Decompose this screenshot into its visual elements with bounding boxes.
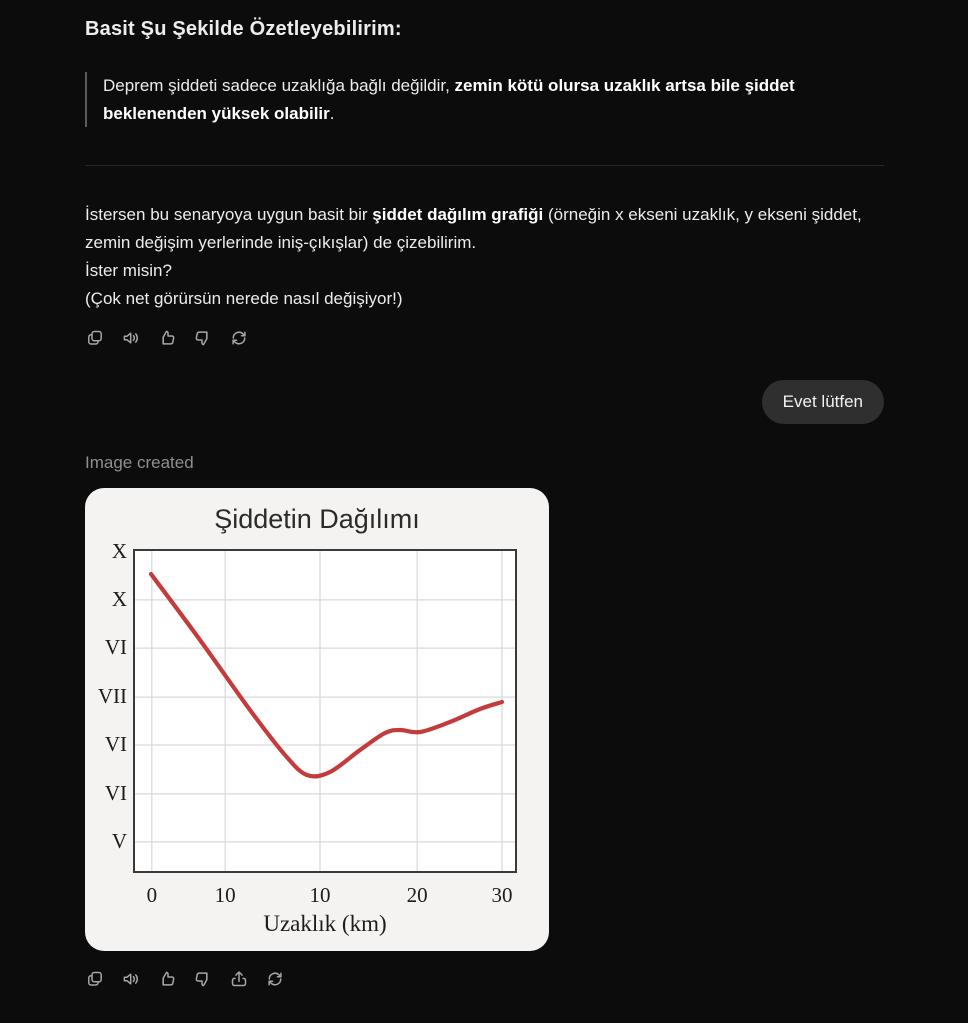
copy-icon bbox=[85, 969, 105, 989]
y-tick-label: VI bbox=[104, 780, 127, 805]
x-tick-label: 0 bbox=[146, 883, 158, 907]
chart-title: Şiddetin Dağılımı bbox=[214, 504, 420, 534]
x-tick-label: 30 bbox=[491, 883, 513, 907]
y-tick-label: X bbox=[111, 538, 127, 563]
read-aloud-button[interactable] bbox=[121, 969, 141, 989]
thumbs-down-icon bbox=[193, 328, 213, 348]
regenerate-button[interactable] bbox=[229, 328, 249, 348]
copy-button[interactable] bbox=[85, 328, 105, 348]
image-created-label: Image created bbox=[85, 453, 194, 472]
thumbs-down-button[interactable] bbox=[193, 328, 213, 348]
thumbs-down-button[interactable] bbox=[193, 969, 213, 989]
y-tick-label: VI bbox=[104, 732, 127, 757]
user-message-bubble bbox=[762, 380, 884, 424]
thumbs-up-icon bbox=[157, 328, 177, 348]
image-message-toolbar bbox=[85, 969, 285, 989]
assistant-message-toolbar bbox=[85, 328, 249, 348]
y-tick-label: V bbox=[111, 828, 127, 853]
assistant-paragraph: İstersen bu senaryoya uygun basit bir şiddet dağılım grafiği (örneğin x ekseni uzaklık, y ekseni şiddet, zemin değişim yerlerinde iniş-çıkışlar) de çizebilirim. İster misin? (Çok net görürsün nerede nasıl değişiyor!) bbox=[85, 205, 862, 308]
thumbs-up-button[interactable] bbox=[157, 328, 177, 348]
x-tick-label: 10 bbox=[309, 883, 331, 907]
assistant-heading: Basit Şu Şekilde Özetleyebilirim: bbox=[85, 18, 402, 40]
generated-chart-image[interactable] bbox=[85, 488, 549, 951]
y-tick-label: VII bbox=[97, 684, 127, 709]
thumbs-down-icon bbox=[193, 969, 213, 989]
copy-icon bbox=[85, 328, 105, 348]
chart-x-axis-label: Uzaklık (km) bbox=[263, 911, 387, 936]
thumbs-up-button[interactable] bbox=[157, 969, 177, 989]
share-icon bbox=[229, 969, 249, 989]
section-divider bbox=[85, 165, 884, 166]
x-tick-label: 10 bbox=[214, 883, 236, 907]
x-tick-label: 20 bbox=[406, 883, 428, 907]
y-tick-label: X bbox=[111, 586, 127, 611]
user-message-text: Evet lütfen bbox=[782, 392, 863, 411]
quote-block: Deprem şiddeti sadece uzaklığa bağlı değildir, zemin kötü olursa uzaklık artsa bile şiddet beklenenden yüksek olabilir. bbox=[85, 72, 903, 127]
read-aloud-button[interactable] bbox=[121, 328, 141, 348]
read-aloud-icon bbox=[121, 328, 141, 348]
line-chart-plot bbox=[133, 549, 517, 873]
thumbs-up-icon bbox=[157, 969, 177, 989]
share-button[interactable] bbox=[229, 969, 249, 989]
regenerate-button[interactable] bbox=[265, 969, 285, 989]
y-tick-label: VI bbox=[104, 635, 127, 660]
read-aloud-icon bbox=[121, 969, 141, 989]
copy-button[interactable] bbox=[85, 969, 105, 989]
regenerate-icon bbox=[229, 328, 249, 348]
regenerate-icon bbox=[265, 969, 285, 989]
